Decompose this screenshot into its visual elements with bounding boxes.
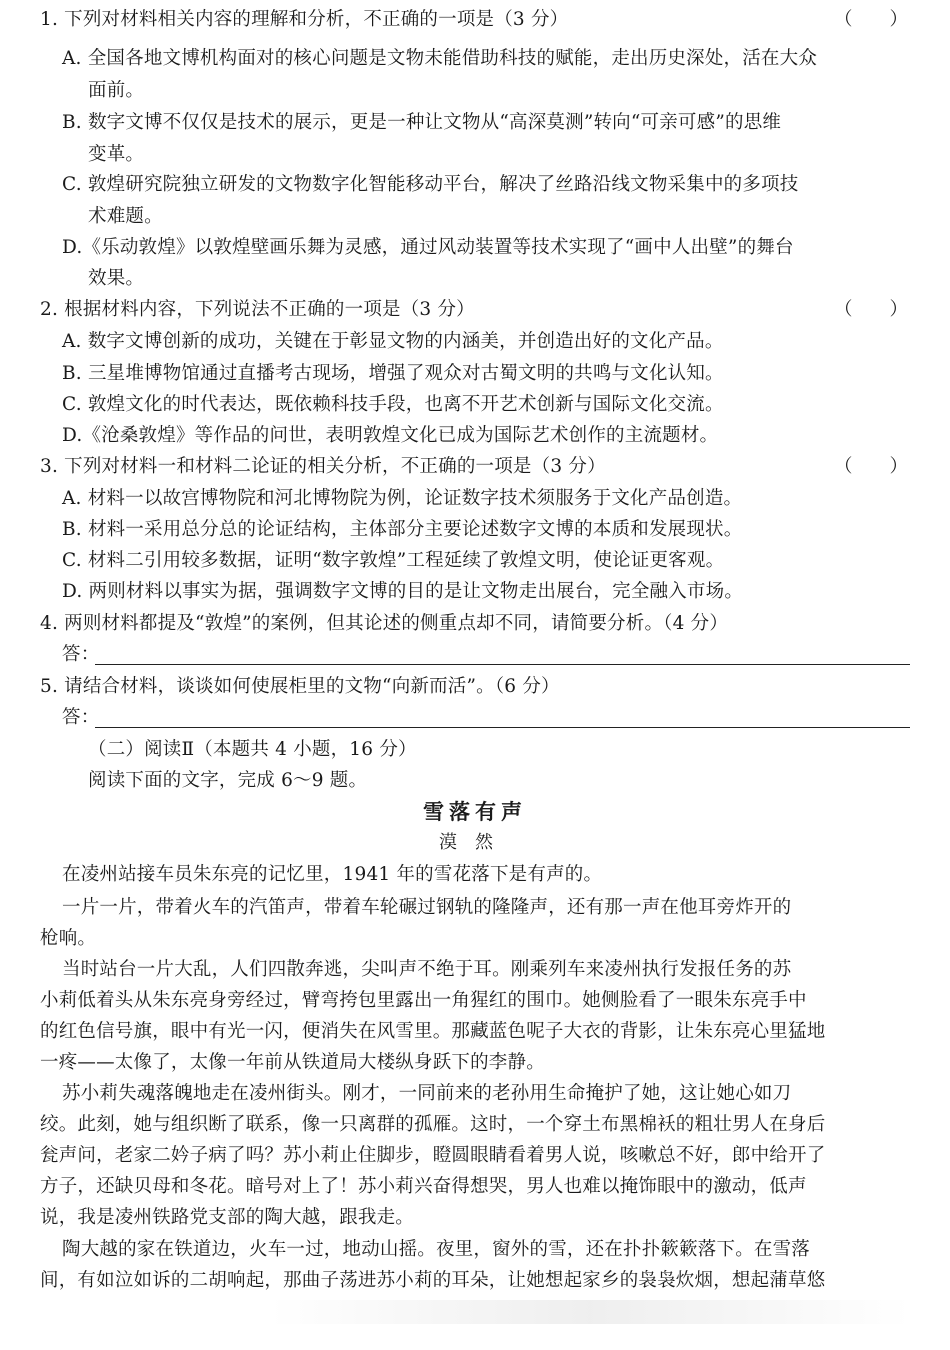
story-paragraph-2: 一片一片，带着火车的汽笛声，带着车轮碾过钢轨的隆隆声，还有那一声在他耳旁炸开的 (62, 897, 792, 918)
question-3-answer-paren[interactable]: （ ） (833, 456, 908, 477)
question-5-answer-line[interactable] (95, 726, 910, 728)
question-5-answer-label: 答： (62, 707, 100, 728)
question-1-option-a-cont: 面前。 (88, 80, 145, 101)
story-paragraph-4: 苏小莉失魂落魄地走在凌州街头。刚才，一同前来的老孙用生命掩护了她，这让她心如刀 (62, 1083, 792, 1104)
question-3-option-a: A. 材料一以故宫博物院和河北博物院为例，论证数字技术须服务于文化产品创造。 (62, 488, 743, 509)
question-1-option-c: C. 敦煌研究院独立研发的文物数字化智能移动平台，解决了丝路沿线文物采集中的多项技 (62, 174, 799, 195)
question-2-option-d: D.《沧桑敦煌》等作品的问世，表明敦煌文化已成为国际艺术创作的主流题材。 (62, 425, 719, 446)
section-instruction: 阅读下面的文字，完成 6～9 题。 (88, 770, 368, 791)
question-4-answer-line[interactable] (95, 663, 910, 665)
story-paragraph-4-line-3: 瓮声问，老家二妗子病了吗？苏小莉止住脚步，瞪圆眼睛看着男人说，咳嗽总不好，郎中给开了 (40, 1145, 826, 1166)
story-paragraph-4-line-4: 方子，还缺贝母和冬花。暗号对上了！苏小莉兴奋得想哭，男人也难以掩饰眼中的激动，低声 (40, 1176, 807, 1197)
story-title: 雪落有声 (423, 799, 527, 824)
question-2-option-b: B. 三星堆博物馆通过直播考古现场，增强了观众对古蜀文明的共鸣与文化认知。 (62, 363, 724, 384)
story-paragraph-4-line-2: 绞。此刻，她与组织断了联系，像一只离群的孤雁。这时，一个穿土布黑棉袄的粗壮男人在身后 (40, 1114, 826, 1135)
question-3-option-b: B. 材料一采用总分总的论证结构，主体部分主要论述数字文博的本质和发展现状。 (62, 519, 743, 540)
question-2-option-a: A. 数字文博创新的成功，关键在于彰显文物的内涵美，并创造出好的文化产品。 (62, 331, 724, 352)
question-1-option-c-cont: 术难题。 (88, 206, 163, 227)
question-1-option-d-cont: 效果。 (88, 268, 145, 289)
page-bottom-smudge (270, 1300, 910, 1324)
question-1-option-b-cont: 变革。 (88, 144, 145, 165)
story-paragraph-3-line-2: 小莉低着头从朱东亮身旁经过，臂弯挎包里露出一角猩红的围巾。她侧脸看了一眼朱东亮手中 (40, 990, 807, 1011)
story-paragraph-3: 当时站台一片大乱，人们四散奔逃，尖叫声不绝于耳。刚乘列车来凌州执行发报任务的苏 (62, 959, 792, 980)
question-3-option-c: C. 材料二引用较多数据，证明“数字敦煌”工程延续了敦煌文明，使论证更客观。 (62, 550, 725, 571)
story-paragraph-1: 在凌州站接车员朱东亮的记忆里，1941 年的雪花落下是有声的。 (62, 864, 603, 885)
question-2-stem: 2. 根据材料内容，下列说法不正确的一项是（3 分） (40, 299, 475, 320)
question-2-option-c: C. 敦煌文化的时代表达，既依赖科技手段，也离不开艺术创新与国际文化交流。 (62, 394, 724, 415)
story-author: 漠然 (439, 832, 511, 853)
question-1-option-b: B. 数字文博不仅仅是技术的展示，更是一种让文物从“高深莫测”转向“可亲可感”的思维 (62, 112, 782, 133)
story-paragraph-3-line-3: 的红色信号旗，眼中有光一闪，便消失在风雪里。那藏蓝色呢子大衣的背影，让朱东亮心里猛地 (40, 1021, 826, 1042)
question-1-answer-paren[interactable]: （ ） (833, 9, 908, 30)
question-3-stem: 3. 下列对材料一和材料二论证的相关分析，不正确的一项是（3 分） (40, 456, 606, 477)
question-4-answer-label: 答： (62, 644, 100, 665)
question-4-stem: 4. 两则材料都提及“敦煌”的案例，但其论述的侧重点却不同，请简要分析。（4 分） (40, 613, 729, 634)
section-heading: （二）阅读Ⅱ（本题共 4 小题，16 分） (88, 739, 417, 760)
question-5-stem: 5. 请结合材料，谈谈如何使展柜里的文物“向新而活”。（6 分） (40, 676, 560, 697)
story-paragraph-5-line-2: 间，有如泣如诉的二胡响起，那曲子荡进苏小莉的耳朵，让她想起家乡的袅袅炊烟，想起蒲草悠 (40, 1270, 826, 1291)
question-1-stem: 1. 下列对材料相关内容的理解和分析，不正确的一项是（3 分） (40, 9, 569, 30)
story-paragraph-5: 陶大越的家在铁道边，火车一过，地动山摇。夜里，窗外的雪，还在扑扑簌簌落下。在雪落 (62, 1239, 811, 1260)
question-3-option-d: D. 两则材料以事实为据，强调数字文博的目的是让文物走出展台，完全融入市场。 (62, 581, 744, 602)
story-paragraph-4-line-5: 说，我是凌州铁路党支部的陶大越，跟我走。 (40, 1207, 415, 1228)
story-paragraph-2-cont: 枪响。 (40, 928, 97, 949)
question-1-option-d: D.《乐动敦煌》以敦煌壁画乐舞为灵感，通过风动装置等技术实现了“画中人出壁”的舞台 (62, 237, 794, 258)
question-2-answer-paren[interactable]: （ ） (833, 299, 908, 320)
question-1-option-a: A. 全国各地文博机构面对的核心问题是文物未能借助科技的赋能，走出历史深处，活在大众 (62, 48, 818, 69)
story-paragraph-3-line-4: 一疼——太像了，太像一年前从铁道局大楼纵身跃下的李静。 (40, 1052, 545, 1073)
